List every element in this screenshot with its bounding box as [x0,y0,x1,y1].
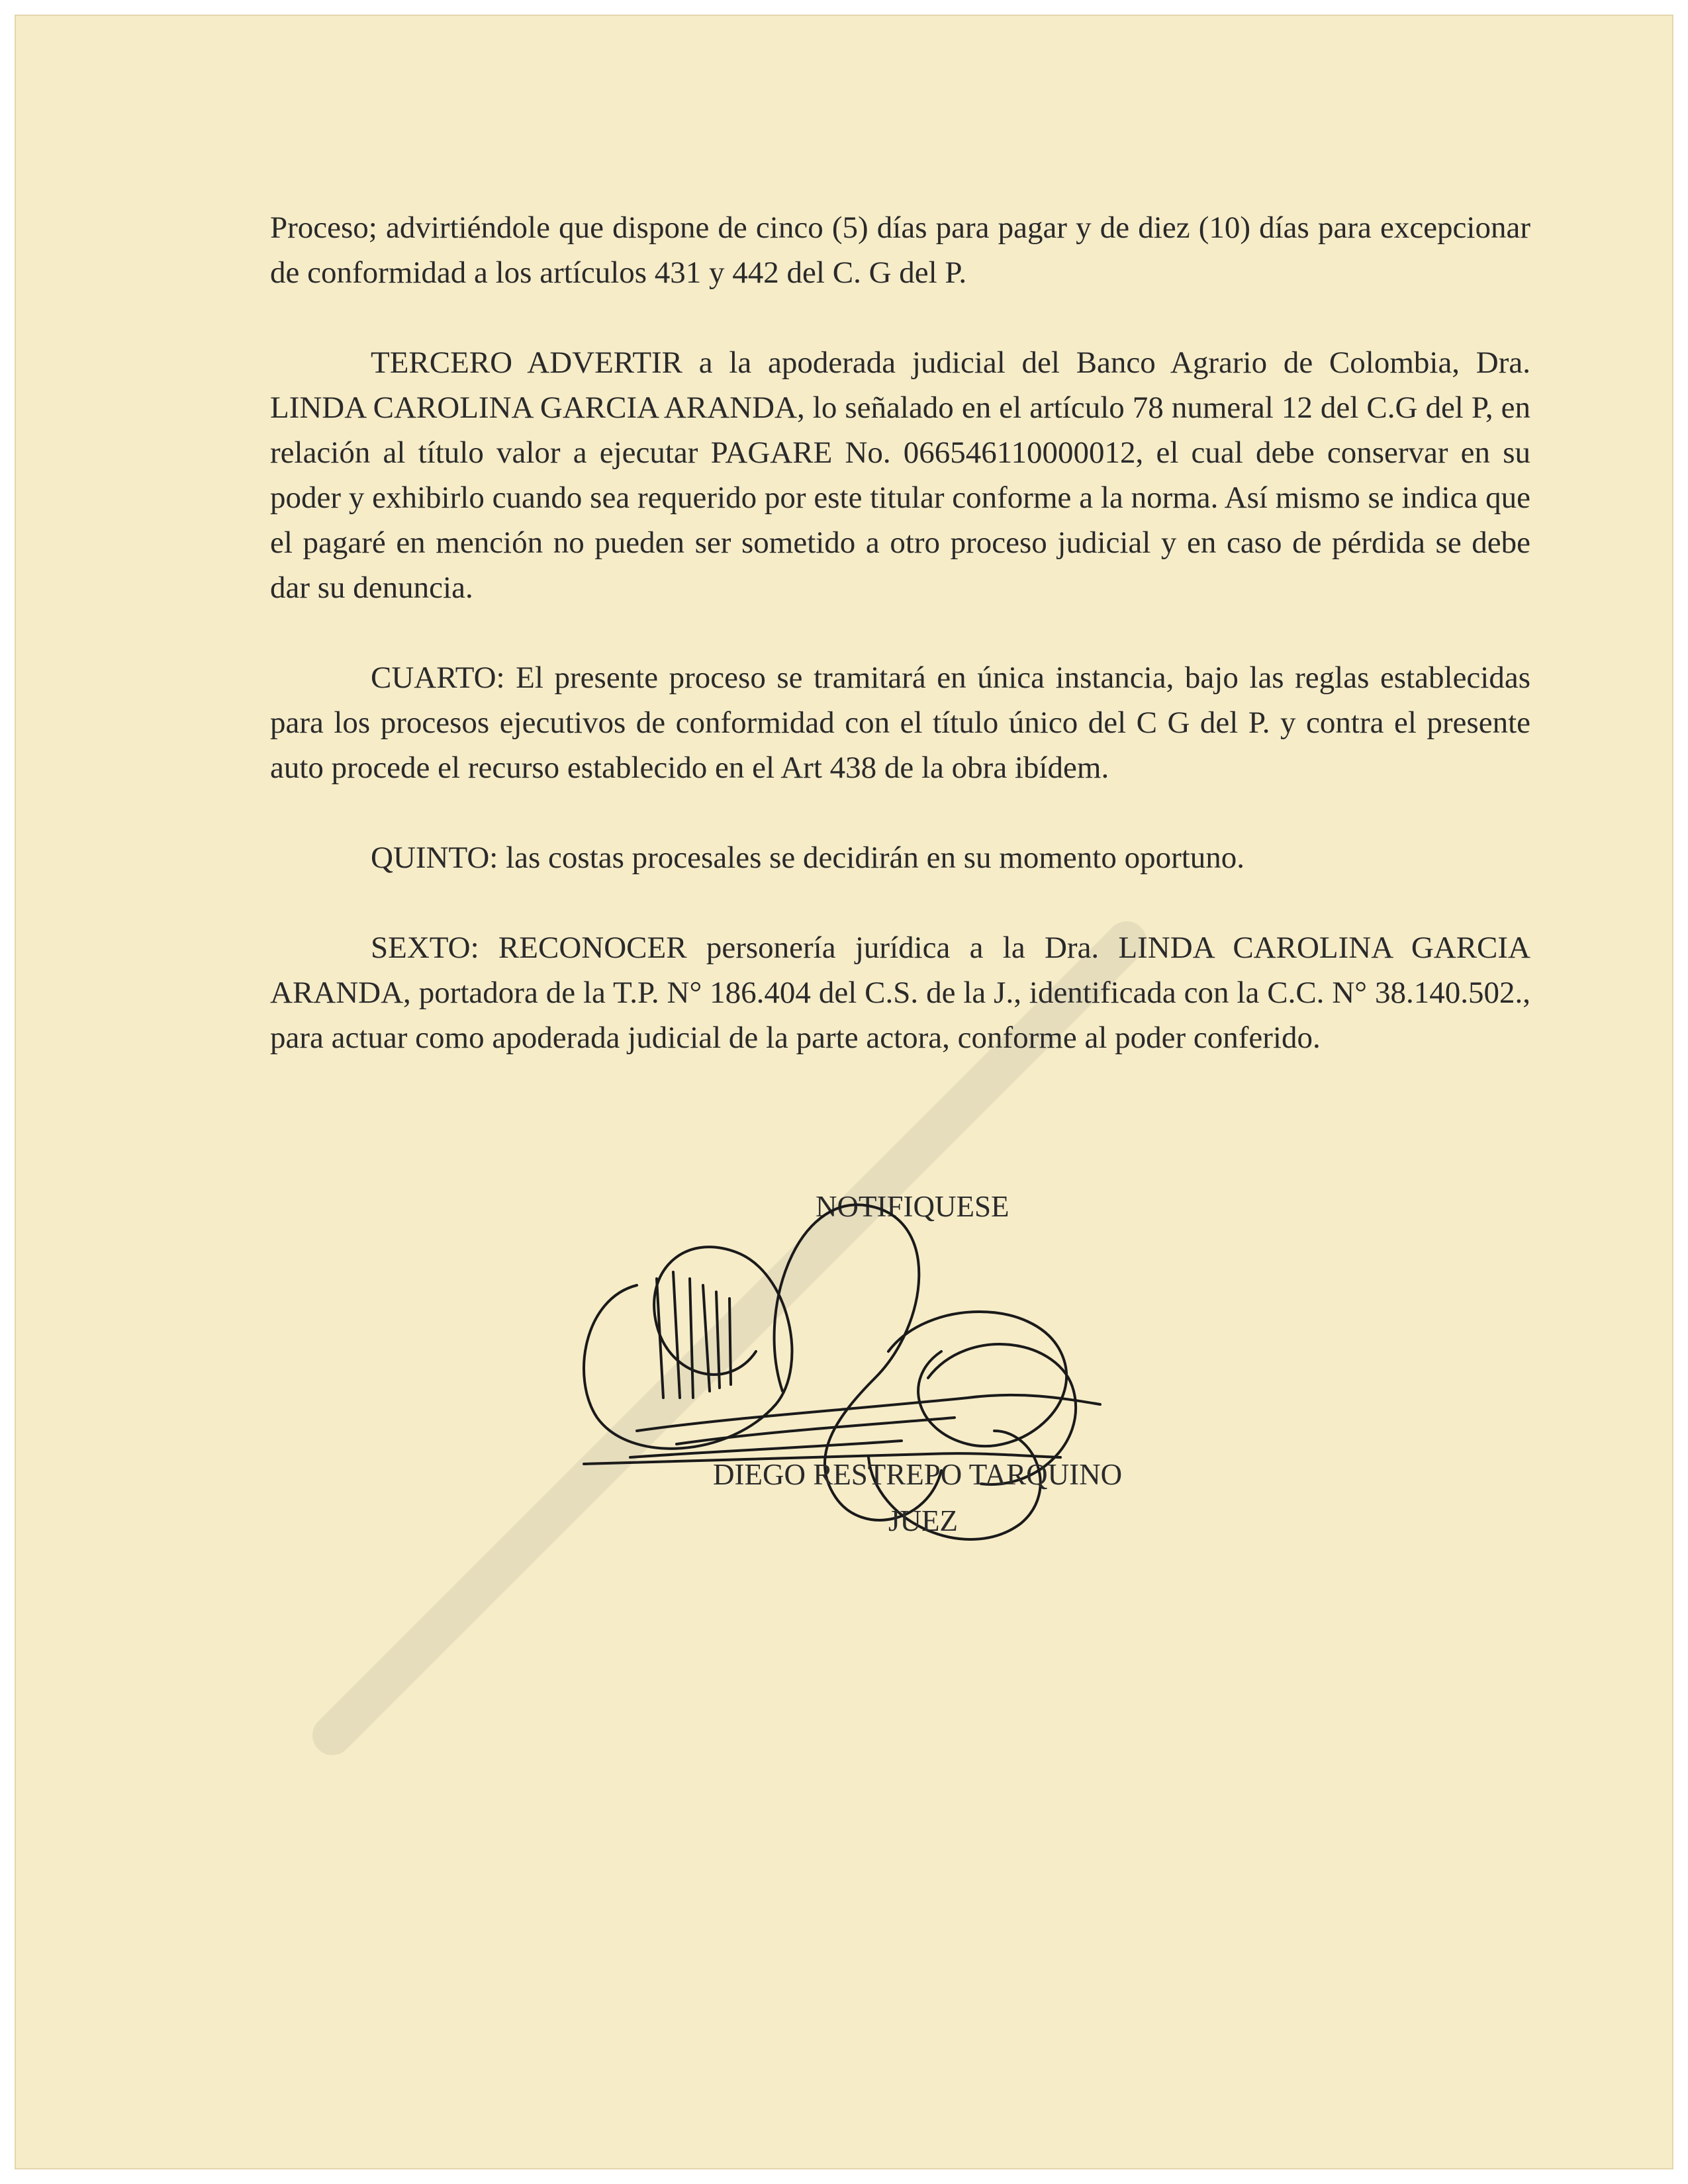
signer-name: DIEGO RESTREPO TARQUINO [713,1458,1123,1491]
closing-notifiquese: NOTIFIQUESE [816,1190,1009,1223]
paragraph-quinto: QUINTO: las costas procesales se decidirán en su momento oportuno. [371,841,1245,875]
document-body [270,205,1530,1105]
signer-title: JUEZ [888,1504,958,1537]
paragraph-sexto: SEXTO: RECONOCER personería jurídica a la Dra. LINDA CAROLINA GARCIA ARANDA, portadora de la T.P. N° 186.404 del C.S. de la J., identificada con la C.C. N° 38.140.502., para actuar como apoderada judicial de la parte actora, conforme al poder conferido. [270,931,1530,1055]
handwritten-signature [557,1179,1153,1576]
paragraph-cuarto: CUARTO: El presente proceso se tramitará en única instancia, bajo las reglas establecidas para los procesos ejecutivos de conformidad con el título único del C G del P. y contra el presente auto procede el recurso establecido en el Art 438 de la obra ibídem. [270,660,1530,785]
paragraph-tercero: TERCERO ADVERTIR a la apoderada judicial del Banco Agrario de Colombia, Dra. LINDA CAROLINA GARCIA ARANDA, lo señalado en el artículo 78 numeral 12 del C.G del P, en relación al título valor a ejecutar PAGARE No. 066546110000012, el cual debe conservar en su poder y exhibirlo cuando sea requerido por este titular conforme a la norma. Así mismo se indica que el pagaré en mención no pueden ser sometido a otro proceso judicial y en caso de pérdida se debe dar su denuncia. [270,345,1530,605]
document-page [15,15,1673,2169]
paragraph-proceso: Proceso; advirtiéndole que dispone de cinco (5) días para pagar y de diez (10) días para excepcionar de conformidad a los artículos 431 y 442 del C. G del P. [270,210,1530,290]
